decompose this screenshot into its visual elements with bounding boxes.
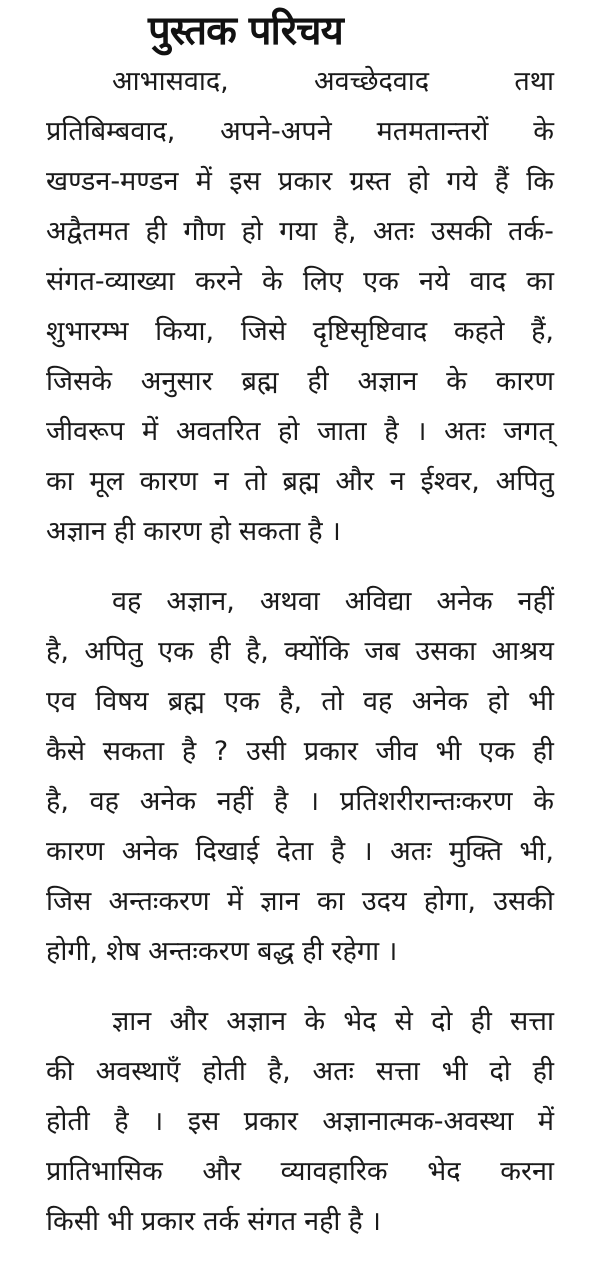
word: गया [279, 216, 318, 247]
word: ब्रह्म [167, 686, 205, 717]
word: वह [89, 786, 119, 817]
word: । [387, 936, 398, 967]
word: है [308, 516, 323, 547]
word: होती [202, 1056, 246, 1087]
word: भी, [519, 836, 554, 867]
word: कैसे [46, 736, 85, 767]
word: उसकी [493, 886, 554, 917]
word: मतमतान्तरों [376, 116, 489, 147]
word: तो [321, 686, 344, 717]
word: और [202, 1156, 241, 1187]
word: ही [145, 216, 167, 247]
word: ग्रस्त [349, 166, 391, 197]
word: अनुसार [140, 366, 213, 397]
word: अवच्छेदवाद [313, 66, 430, 97]
word: ही [307, 366, 329, 397]
word: हो [241, 216, 263, 247]
word: अन्तःकरण [148, 936, 250, 967]
word: जीवरूप [46, 416, 125, 447]
word: ही [532, 1056, 554, 1087]
word: करना [500, 1156, 554, 1187]
word: जिस [46, 886, 92, 917]
word: अपितु [495, 466, 554, 497]
word: अतः [390, 836, 432, 867]
word: व्यावहारिक [280, 1156, 388, 1187]
word: बद्ध [257, 936, 295, 967]
text-line [46, 882, 554, 922]
word: जब [364, 636, 400, 667]
word: होगा, [423, 886, 476, 917]
word: में [226, 886, 244, 917]
word: में [142, 416, 159, 447]
word: दो [489, 1056, 511, 1087]
word: ज्ञान [112, 1006, 152, 1037]
word: प्रातिभासिक [46, 1156, 163, 1187]
word: रहेगा [331, 936, 380, 967]
word: सत्ता [375, 1056, 420, 1087]
word: तर्क- [508, 216, 554, 247]
word: है [330, 836, 346, 867]
word: है, [279, 686, 303, 717]
word: मूल [89, 466, 124, 497]
text-line [46, 112, 554, 152]
word: ही [113, 516, 136, 547]
word: अज्ञानात्मक-अवस्था [322, 1106, 514, 1137]
word: अज्ञान [46, 516, 106, 547]
word: की [46, 1056, 74, 1087]
word: ज्ञान [260, 886, 300, 917]
word: । [370, 1206, 381, 1237]
word: है, [245, 636, 269, 667]
word: अपितु [84, 636, 143, 667]
text-line [46, 1052, 554, 1092]
word: के [304, 1006, 326, 1037]
word: भेद [343, 1006, 377, 1037]
word: अतः [444, 416, 486, 447]
word: मुक्ति [448, 836, 502, 867]
word: होगी, [46, 936, 99, 967]
word: जगत् [503, 416, 554, 447]
word: एक [224, 686, 260, 717]
word: अवस्थाएँ [95, 1056, 181, 1087]
word: कारण [46, 836, 105, 867]
word: हो [278, 416, 300, 447]
text-line [46, 832, 554, 872]
page-title: पुस्तक परिचय [148, 8, 343, 54]
word: नहीं [517, 586, 554, 617]
word: वह [363, 686, 393, 717]
word: उसकी [430, 216, 492, 247]
word: भी [441, 1056, 468, 1087]
word: सकता [102, 736, 165, 767]
text-line [46, 212, 554, 252]
word: ब्रह्म [282, 466, 320, 497]
word: दिखाई [195, 836, 260, 867]
word: से [394, 1006, 413, 1037]
word: कारण [495, 366, 554, 397]
word: और [335, 466, 374, 497]
word: अद्वैतमत [46, 216, 130, 247]
word: है, [46, 786, 69, 817]
text-line [46, 512, 554, 552]
word: । [308, 786, 320, 817]
word: है [348, 1206, 363, 1237]
word: हैं, [531, 316, 554, 347]
word: । [153, 1106, 164, 1137]
word: सत्ता [510, 1006, 554, 1037]
word: वाद [469, 266, 507, 297]
word: है, [46, 636, 69, 667]
word: । [330, 516, 341, 547]
word: शेष [106, 936, 141, 967]
word: आश्रय [491, 636, 554, 667]
word: इस [187, 1106, 220, 1137]
word: अनेक [411, 686, 469, 717]
word: वह [112, 586, 142, 617]
word: एव [46, 686, 76, 717]
text-line [46, 732, 554, 772]
word: हो [209, 516, 231, 547]
word: होती [46, 1106, 90, 1137]
word: जिसके [46, 366, 113, 397]
word: दो [431, 1006, 453, 1037]
word: भी [106, 1206, 133, 1237]
text-line [46, 682, 554, 722]
word: तथा [514, 66, 554, 97]
word: के [533, 786, 554, 817]
word: विषय [95, 686, 149, 717]
word: । [416, 416, 427, 447]
word: संगत-व्याख्या [46, 266, 175, 297]
word: प्रकार [140, 1206, 196, 1237]
word: है [273, 786, 289, 817]
word: कि [526, 166, 554, 197]
word: कारण [139, 466, 198, 497]
word: अविद्या [344, 586, 412, 617]
text-line [46, 932, 554, 972]
word: जीव [375, 736, 418, 767]
word: के [261, 266, 283, 297]
word: प्रकार [278, 166, 333, 197]
word: का [46, 466, 74, 497]
word: है, [267, 1056, 291, 1087]
word: उसका [415, 636, 477, 667]
word: कहते [453, 316, 505, 347]
word: कारण [143, 516, 202, 547]
word: अज्ञान [226, 1006, 287, 1037]
word: भी [528, 686, 554, 717]
text-line [112, 1002, 554, 1042]
word: जाता [317, 416, 367, 447]
text-line [46, 462, 554, 502]
text-line [46, 162, 554, 202]
word: ब्रह्म [241, 366, 279, 397]
word: हो [487, 686, 509, 717]
word: हो [407, 166, 430, 197]
word: दृष्टिसृष्टिवाद [312, 316, 428, 347]
word: न [389, 466, 405, 497]
word: अन्तःकरण [108, 886, 210, 917]
word: के [533, 116, 554, 147]
word: अथवा [259, 586, 320, 617]
word: के [446, 366, 467, 397]
word: लिए [302, 266, 344, 297]
text-line [46, 1102, 554, 1142]
word: अज्ञान, [166, 586, 235, 617]
word: हैं [494, 166, 509, 197]
word: खण्डन-मण्डन [46, 166, 179, 197]
word: आभासवाद, [112, 66, 229, 97]
word: एक [158, 636, 194, 667]
word: न [213, 466, 229, 497]
word: नहीं [216, 786, 254, 817]
word: ही [470, 1006, 492, 1037]
word: एक [479, 736, 515, 767]
word: ही [302, 936, 324, 967]
word: का [316, 886, 345, 917]
word: नही [304, 1206, 341, 1237]
word: प्रतिशरीरान्तःकरण [339, 786, 513, 817]
word: उसी [246, 736, 287, 767]
word: अवतरित [175, 416, 261, 447]
word: इस [229, 166, 261, 197]
text-line [46, 632, 554, 672]
word: अनेक [436, 586, 493, 617]
text-line [112, 62, 554, 102]
word: गये [446, 166, 478, 197]
word: ही [209, 636, 231, 667]
word: में [537, 1106, 554, 1137]
word: है [384, 416, 399, 447]
text-line [112, 582, 554, 622]
word: अतः [372, 216, 415, 247]
word: संगत [247, 1206, 297, 1237]
word: किया, [155, 316, 215, 347]
word: है [114, 1106, 129, 1137]
word: करने [195, 266, 242, 297]
word: तर्क [203, 1206, 240, 1237]
text-line [46, 782, 554, 822]
word: प्रतिबिम्बवाद, [46, 116, 176, 147]
word: ? [213, 736, 229, 767]
word: तो [244, 466, 267, 497]
text-line [46, 1202, 554, 1242]
word: । [362, 836, 373, 867]
word: शुभारम्भ [46, 316, 129, 347]
text-line [46, 1152, 554, 1192]
word: क्योंकि [284, 636, 350, 667]
word: और [169, 1006, 209, 1037]
word: जिसे [240, 316, 287, 347]
word: प्रकार [303, 736, 358, 767]
word: एक [363, 266, 399, 297]
word: नये [418, 266, 450, 297]
word: किसी [46, 1206, 99, 1237]
word: अपने-अपने [220, 116, 332, 147]
word: प्रकार [243, 1106, 298, 1137]
text-line [46, 262, 554, 302]
word: उदय [361, 886, 407, 917]
word: अतः [312, 1056, 355, 1087]
word: है, [333, 216, 357, 247]
text-line [46, 312, 554, 352]
word: है [181, 736, 197, 767]
word: अनेक [121, 836, 179, 867]
word: अज्ञान [357, 366, 418, 397]
word: ईश्वर, [420, 466, 480, 497]
word: गौण [183, 216, 226, 247]
text-line [46, 362, 554, 402]
word: भेद [427, 1156, 461, 1187]
text-line [46, 412, 554, 452]
word: का [526, 266, 554, 297]
word: सकता [238, 516, 301, 547]
word: भी [435, 736, 462, 767]
word: में [195, 166, 212, 197]
word: अनेक [139, 786, 197, 817]
word: देता [276, 836, 314, 867]
word: ही [532, 736, 554, 767]
